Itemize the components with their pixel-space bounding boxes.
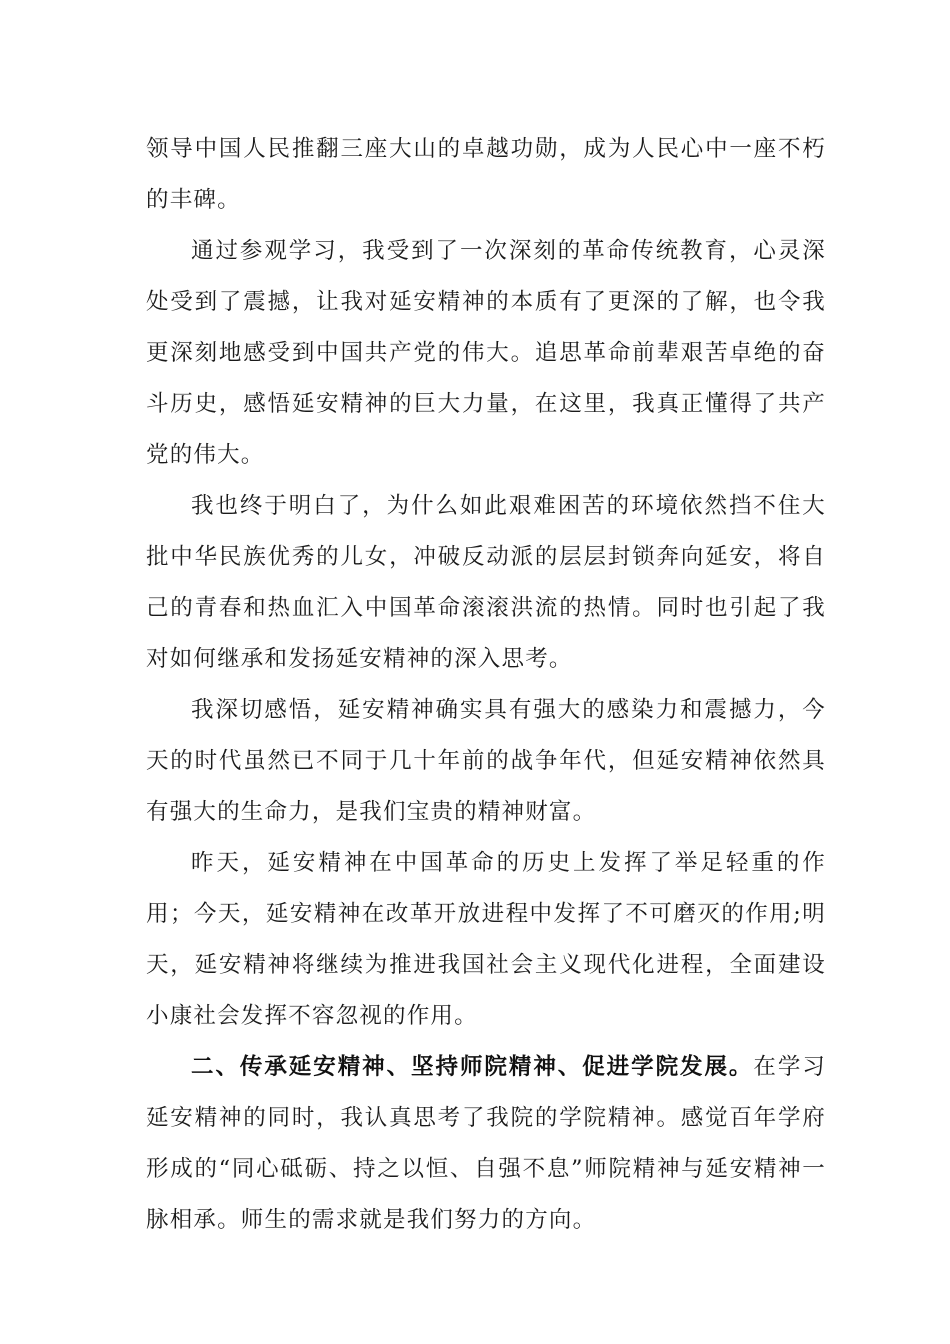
section-heading: 二、传承延安精神、坚持师院精神、促进学院发展。 [191, 1054, 754, 1080]
paragraph-continuation [146, 124, 826, 226]
paragraph-text: 我深切感悟，延安精神确实具有强大的感染力和震撼力，今天的时代虽然已不同于几十年前的战争年代，但延安精神依然具有强大的生命力，是我们宝贵的精神财富。 [146, 697, 826, 825]
paragraph [146, 226, 826, 481]
document-body [146, 124, 826, 1246]
paragraph [146, 838, 826, 1042]
paragraph-text: 在学习延安精神的同时，我认真思考了我院的学院精神。感觉百年学府形成的“同心砥砺、持之以恒、自强不息”师院精神与延安精神一脉相承。师生的需求就是我们努力的方向。 [146, 1054, 826, 1233]
paragraph [146, 685, 826, 838]
paragraph-text: 通过参观学习，我受到了一次深刻的革命传统教育，心灵深处受到了震撼，让我对延安精神的本质有了更深的了解，也令我更深刻地感受到中国共产党的伟大。追思革命前辈艰苦卓绝的奋斗历史，感悟延安精神的巨大力量，在这里，我真正懂得了共产党的伟大。 [146, 238, 826, 468]
paragraph-text: 昨天，延安精神在中国革命的历史上发挥了举足轻重的作用；今天，延安精神在改革开放进程中发挥了不可磨灭的作用;明天，延安精神将继续为推进我国社会主义现代化进程，全面建设小康社会发挥不容忽视的作用。 [146, 850, 826, 1029]
paragraph-text: 我也终于明白了，为什么如此艰难困苦的环境依然挡不住大批中华民族优秀的儿女，冲破反动派的层层封锁奔向延安，将自己的青春和热血汇入中国革命滚滚洪流的热情。同时也引起了我对如何继承和发扬延安精神的深入思考。 [146, 493, 826, 672]
paragraph [146, 1042, 826, 1246]
paragraph [146, 481, 826, 685]
paragraph-text: 领导中国人民推翻三座大山的卓越功勋，成为人民心中一座不朽的丰碑。 [146, 136, 826, 213]
